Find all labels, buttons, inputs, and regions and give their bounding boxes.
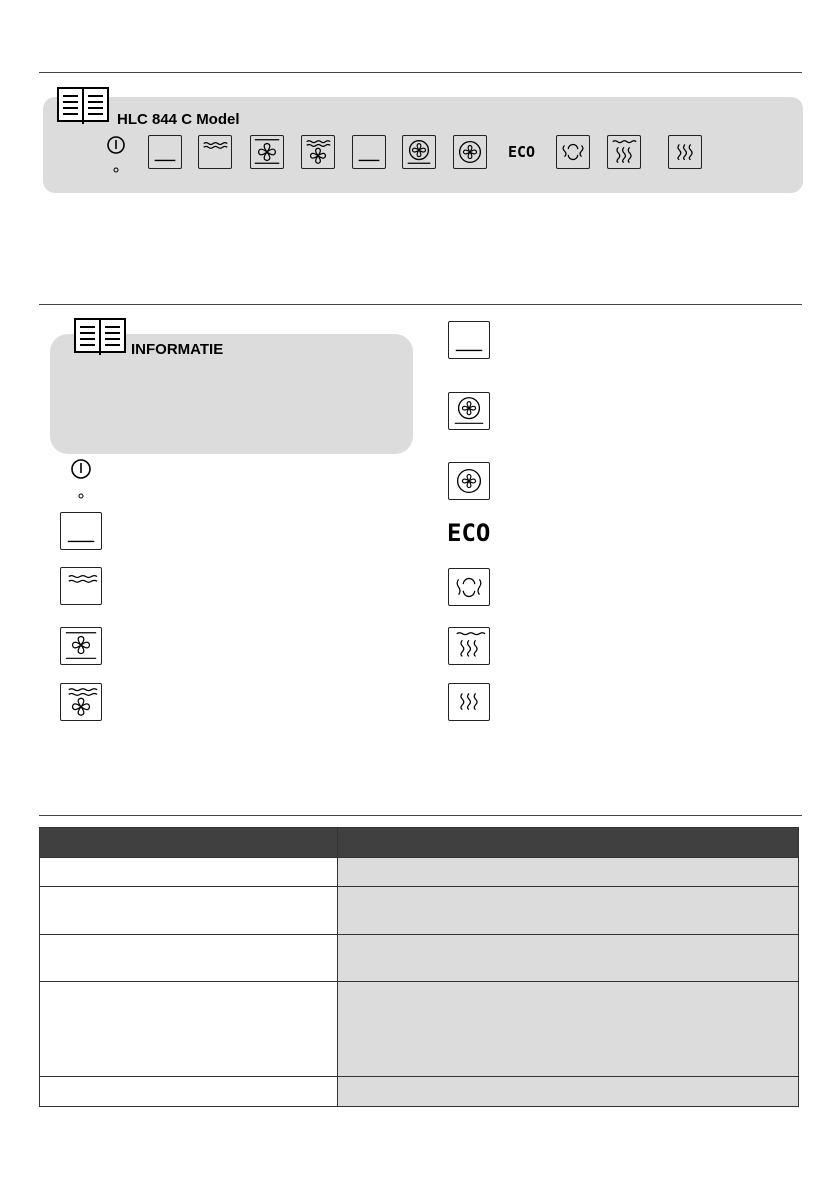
model-title: HLC 844 C Model <box>117 111 240 128</box>
manual-book-icon <box>57 87 109 127</box>
fan-bottom-heat-icon[interactable] <box>250 135 284 169</box>
fan-ring-icon <box>448 462 490 500</box>
table-cell <box>338 982 799 1077</box>
table-cell <box>40 887 338 935</box>
grill-icon[interactable] <box>668 135 702 169</box>
bottom-heat-icon[interactable] <box>352 135 386 169</box>
eco-icon: ECO <box>447 519 491 547</box>
table-cell <box>338 935 799 982</box>
top-heat-icon[interactable] <box>198 135 232 169</box>
defrost-icon[interactable] <box>556 135 590 169</box>
fan-top-heat-icon[interactable] <box>301 135 335 169</box>
divider <box>39 304 802 305</box>
table-row <box>40 982 799 1077</box>
grill-top-icon[interactable] <box>607 135 641 169</box>
static-oven-icon <box>448 321 490 359</box>
table-header <box>40 828 338 858</box>
grill-top-icon <box>448 627 490 665</box>
info-title: INFORMATIE <box>131 341 224 358</box>
table-row <box>40 1077 799 1107</box>
fan-bottom-ring-icon <box>448 392 490 430</box>
divider <box>39 72 802 73</box>
fan-bottom-heat-icon <box>60 627 102 665</box>
table-header <box>338 828 799 858</box>
power-icon[interactable] <box>106 135 126 175</box>
table-cell <box>40 1077 338 1107</box>
table-cell <box>40 935 338 982</box>
function-table <box>39 827 799 1107</box>
grill-icon <box>448 683 490 721</box>
static-oven-icon[interactable] <box>148 135 182 169</box>
table-row <box>40 935 799 982</box>
table-row <box>40 858 799 887</box>
fan-top-heat-icon <box>60 683 102 721</box>
table-cell <box>338 1077 799 1107</box>
table-row <box>40 887 799 935</box>
table-cell <box>40 858 338 887</box>
eco-icon[interactable]: ECO <box>508 143 536 161</box>
divider <box>39 815 802 816</box>
power-icon <box>70 458 92 500</box>
manual-book-icon <box>74 318 126 358</box>
table-header-row <box>40 828 799 858</box>
fan-bottom-ring-icon[interactable] <box>402 135 436 169</box>
static-oven-icon <box>60 512 102 550</box>
fan-ring-icon[interactable] <box>453 135 487 169</box>
table-cell <box>40 982 338 1077</box>
top-heat-icon <box>60 567 102 605</box>
table-cell <box>338 858 799 887</box>
defrost-icon <box>448 568 490 606</box>
table-cell <box>338 887 799 935</box>
